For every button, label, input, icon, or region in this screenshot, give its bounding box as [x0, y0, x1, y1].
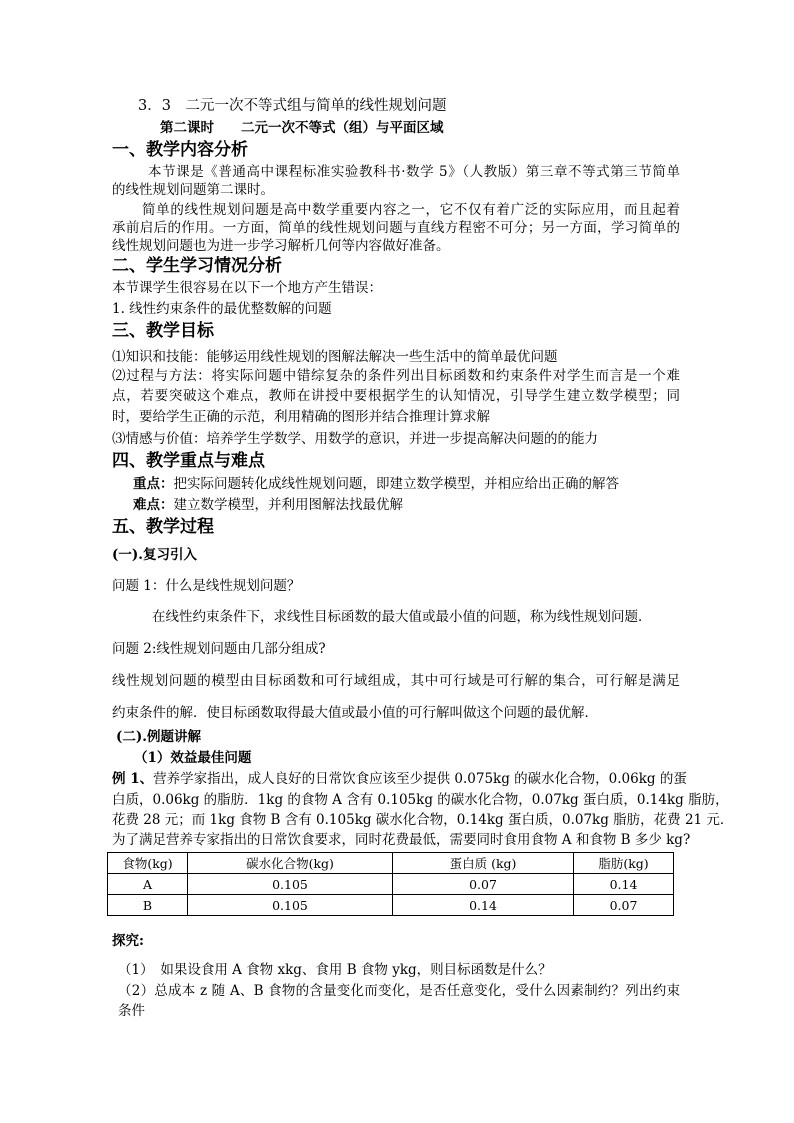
paragraph-line: ⑵过程与方法：将实际问题中错综复杂的条件列出目标函数和约束条件对学生而言是一个难 [112, 368, 680, 384]
example-1-line: 为了满足营养专家指出的日常饮食要求，同时花费最低，需要同时食用食物 A 和食物 B 多少 kg? [112, 832, 691, 848]
explore-question: （2）总成本 z 随 A、B 食物的含量变化而变化，是否任意变化，受什么因素制约？列出约束 [118, 983, 680, 999]
table-header-cell: 碳水化合物(kg) [188, 853, 393, 874]
difficulty-label: 难点： [133, 497, 174, 513]
paragraph-line: 承前启后的作用。一方面，简单的线性规划问题与直线方程密不可分；另一方面，学习简单的 [112, 220, 680, 236]
section-heading-process: 五、教学过程 [112, 517, 214, 537]
table-row [108, 874, 674, 895]
table-cell: B [108, 895, 188, 916]
table-cell: 0.14 [574, 874, 674, 895]
nutrition-table [107, 852, 674, 916]
example-1-line: 花费 28 元；而 1kg 食物 B 含有 0.105kg 碳水化合物，0.14kg 蛋白质，0.07kg 脂肪，花费 21 元． [112, 812, 734, 828]
paragraph-line: 时，要给学生正确的示范，利用精确的图形并结合推理计算求解 [112, 409, 490, 425]
question-2: 问题 2:线性规划问题由几部分组成? [112, 641, 326, 657]
section-heading-objectives: 三、教学目标 [112, 321, 214, 341]
example-1-line: 白质，0.06kg 的脂肪．1kg 的食物 A 含有 0.105kg 的碳水化合物，0.07kg 蛋白质，0.14kg 脂肪， [112, 792, 729, 808]
key-point-text: 把实际问题转化成线性规划问题，即建立数学模型，并相应给出正确的解答 [173, 476, 619, 492]
paragraph-line: ⑴知识和技能：能够运用线性规划的图解法解决一些生活中的简单最优问题 [112, 349, 558, 365]
example-topic: （1）效益最佳问题 [134, 750, 252, 766]
paragraph-line: 的线性规划问题第二课时。 [112, 182, 274, 198]
table-cell: A [108, 874, 188, 895]
key-point-line [133, 476, 619, 492]
answer-1: 在线性约束条件下，求线性目标函数的最大值或最小值的问题，称为线性规划问题． [152, 609, 652, 625]
section-heading-content-analysis: 一、教学内容分析 [112, 140, 248, 160]
paragraph-line: 线性规划问题也为进一步学习解析几何等内容做好准备。 [112, 238, 450, 254]
difficulty-line [133, 497, 403, 513]
section-heading-key-points: 四、教学重点与难点 [112, 451, 265, 471]
subsection-examples: (二).例题讲解 [116, 729, 201, 745]
paragraph-line: 1. 线性约束条件的最优整数解的问题 [112, 301, 332, 317]
paragraph-line: 简单的线性规划问题是高中数学重要内容之一，它不仅有着广泛的实际应用，而且起着 [142, 202, 680, 218]
table-header-row [108, 853, 674, 874]
lesson-subtitle: 第二课时 二元一次不等式（组）与平面区域 [160, 120, 444, 136]
table-cell: 0.105 [188, 895, 393, 916]
paragraph-line: 本节课是《普通高中课程标准实验教科书·数学 5》（人教版）第三章不等式第三节简单 [148, 164, 680, 180]
answer-2-line: 线性规划问题的模型由目标函数和可行域组成，其中可行域是可行解的集合，可行解是满足 [112, 673, 680, 689]
table-header-cell: 食物(kg) [108, 853, 188, 874]
paragraph-line: 本节课学生很容易在以下一个地方产生错误： [112, 280, 382, 296]
paragraph-line: 点，若要突破这个难点，教师在讲授中要根据学生的认知情况，引导学生建立数学模型；同 [112, 388, 680, 404]
answer-2-line: 约束条件的解．使目标函数取得最大值或最小值的可行解叫做这个问题的最优解． [112, 705, 598, 721]
table-header-cell: 蛋白质 (kg) [393, 853, 574, 874]
subsection-review: (一).复习引入 [112, 547, 197, 563]
table-cell: 0.105 [188, 874, 393, 895]
explore-question: 条件 [118, 1003, 145, 1019]
lesson-title: 3．3 二元一次不等式组与简单的线性规划问题 [138, 98, 447, 114]
example-1-line [112, 771, 687, 787]
example-1-text: 营养学家指出，成人良好的日常饮食应该至少提供 0.075kg 的碳水化合物，0.06kg 的蛋 [153, 771, 687, 787]
table-cell: 0.07 [574, 895, 674, 916]
key-point-label: 重点： [133, 476, 174, 492]
paragraph-line: ⑶情感与价值：培养学生学数学、用数学的意识，并进一步提高解决问题的的能力 [112, 431, 598, 447]
table-cell: 0.14 [393, 895, 574, 916]
table-header-cell: 脂肪(kg) [574, 853, 674, 874]
explore-label: 探究: [112, 933, 144, 949]
question-1: 问题 1：什么是线性规划问题？ [112, 578, 301, 594]
example-1-label: 例 1、 [112, 771, 154, 787]
table-cell: 0.07 [393, 874, 574, 895]
table-row [108, 895, 674, 916]
section-heading-student-analysis: 二、学生学习情况分析 [112, 256, 282, 276]
difficulty-text: 建立数学模型，并利用图解法找最优解 [173, 497, 403, 513]
explore-question: （1） 如果设食用 A 食物 xkg、食用 B 食物 ykg，则目标函数是什么？ [118, 962, 552, 978]
